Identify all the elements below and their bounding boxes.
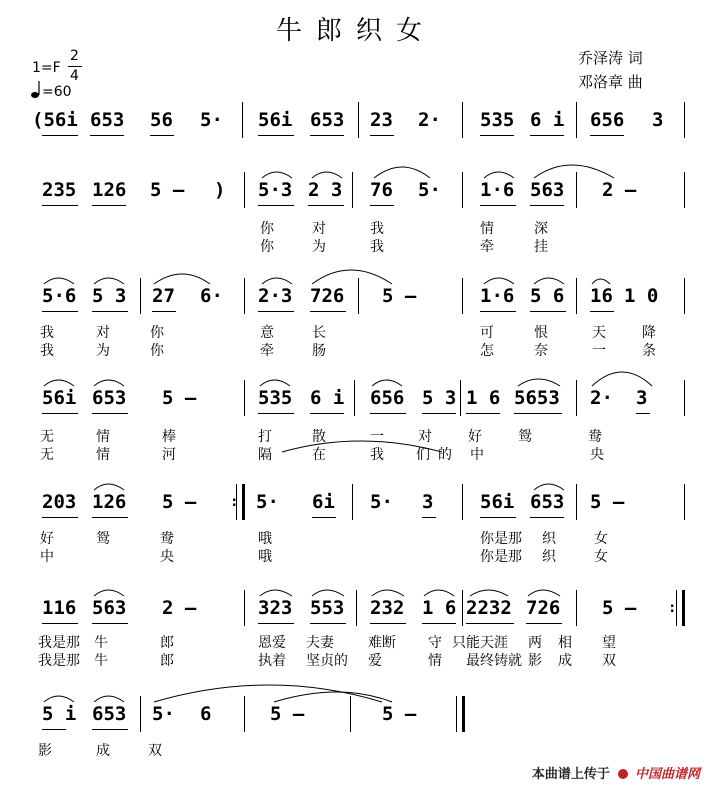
lyric: 在 [312,447,326,463]
note-group: 1 6 [466,387,501,409]
lyric: 我是那 [38,653,80,669]
note-group: 5 – [162,387,197,409]
note-group: 653 [530,491,565,513]
lyric: 双 [148,743,162,759]
lyric: 好 [40,531,54,547]
note-group: 5 – [162,491,197,513]
footer-label: 本曲谱上传于 [531,767,610,782]
note-group: 5 – [382,703,417,725]
time-signature-line [68,66,82,67]
lyric: 我是那 [38,635,80,651]
lyric: 牵 [260,343,274,359]
lyric: 央 [590,447,604,463]
lyric: 影 [38,743,52,759]
lyric: 守 [428,635,442,651]
note-group: 56i [480,491,515,513]
note-group: 126 [92,491,127,513]
lyric: 天 [592,325,606,341]
footer-brand[interactable]: 中国曲谱网 [634,767,700,782]
note-group: 2 – [162,597,197,619]
lyric: 为 [96,343,110,359]
lyric: 你是那 [480,549,522,565]
lyric: 哦 [258,531,272,547]
lyric: 织 [542,549,556,565]
note-group: 563 [92,597,127,619]
lyric: 情 [428,653,442,669]
note-group: 2· [418,109,441,131]
lyric: 你是那 [480,531,522,547]
note-group: ) [214,179,226,201]
lyric: 恨 [534,325,548,341]
note-group: 3 [636,387,648,409]
note-group: 3 [422,491,434,513]
upload-footer [532,763,700,782]
note-group: 3 [652,109,664,131]
note-group: 116 [42,597,77,619]
note-group: 323 [258,597,293,619]
note-group: 5 i [42,703,77,725]
slur-arcs [30,374,690,394]
lyric: 郎 [160,635,174,651]
lyric-line-2 [30,650,690,668]
lyric: 鸳 [96,531,110,547]
barline [576,102,577,138]
note-group: 1 0 [624,285,659,307]
lyricist-credit: 乔泽涛 词 [578,49,643,67]
note-group: 656 [590,109,625,131]
note-group: 56 [150,109,173,131]
lyric: 中 [470,447,484,463]
note-group: 5· [370,491,393,513]
lyric: 我 [370,221,384,237]
note-group: 726 [526,597,561,619]
note-group: 5 – [602,597,637,619]
lyric: 牵 [480,239,494,255]
lyric: 情 [480,221,494,237]
lyric: 你 [260,239,274,255]
lyric: 一 [370,429,384,445]
slur-arcs [30,272,690,292]
note-group: 6i [312,491,335,513]
lyric: 的 [438,447,452,463]
lyric: 我 [370,239,384,255]
barline [358,102,359,138]
lyric: 打 [258,429,272,445]
site-logo-icon [618,769,628,779]
note-group: 653 [92,703,127,725]
lyric: 难断 [368,635,396,651]
lyric: 棒 [162,429,176,445]
lyric: 恩爱 [258,635,286,651]
lyric: 为 [312,239,326,255]
note-group: 5 3 [92,285,127,307]
note-group: 5 6 [530,285,565,307]
lyric-line-2 [30,546,690,564]
note-group: 5653 [514,387,560,409]
lyric: 成 [558,653,572,669]
note-group: 76 [370,179,393,201]
lyric: 隔 [258,447,272,463]
lyric-line-2 [30,340,690,358]
song-title: 牛郎织女 [275,16,436,46]
lyric: 鸳 [518,429,532,445]
lyric: 相 [558,635,572,651]
note-group: 1 6 [422,597,457,619]
note-group: 6 i [530,109,565,131]
lyric: 我 [40,343,54,359]
lyric: 你 [150,343,164,359]
time-signature-bottom: 4 [70,68,79,84]
note-group: 563 [530,179,565,201]
lyric-line-1 [30,528,690,546]
lyric: 双 [602,653,616,669]
lyric: 奈 [534,343,548,359]
note-group: 5· [152,703,175,725]
note-group: 726 [310,285,345,307]
note-group: 235 [42,179,77,201]
lyric: 望 [602,635,616,651]
note-group: 6 [200,703,212,725]
repeat-dots: : [668,600,677,616]
note-group: 5· [256,491,279,513]
note-group: 5 – [150,179,185,201]
lyric: 最终铸就 [466,653,522,669]
barline [242,102,243,138]
note-group: 5 – [270,703,305,725]
note-group: 1·6 [480,179,515,201]
note-group: 653 [92,387,127,409]
lyric: 哦 [258,549,272,565]
lyric: 鸯 [160,531,174,547]
lyric-line-1 [30,218,690,236]
note-group: 6 i [310,387,345,409]
lyric: 们 [416,447,430,463]
lyric: 条 [642,343,656,359]
slur-arcs [30,478,690,498]
lyric: 执着 [258,653,286,669]
note-group: 203 [42,491,77,513]
note-group: 126 [92,179,127,201]
lyric: 中 [40,549,54,565]
lyric-line-1 [30,740,690,758]
lyric-line-1 [30,322,690,340]
lyric-line-2 [30,236,690,254]
lyric: 我 [40,325,54,341]
note-group: 5· [200,109,223,131]
repeat-dots: : [230,494,239,510]
note-group: 5 3 [422,387,457,409]
lyric: 郎 [160,653,174,669]
note-group: 656 [370,387,405,409]
lyric: 央 [160,549,174,565]
lyric: 挂 [534,239,548,255]
barline [684,102,685,138]
note-group: 27 [152,285,175,307]
lyric: 情 [96,429,110,445]
slur-arcs [30,584,690,604]
lyric: 对 [312,221,326,237]
note-group: 232 [370,597,405,619]
note-group: 653 [90,109,125,131]
note-group: 553 [310,597,345,619]
note-group: 5 – [382,285,417,307]
note-group: 2232 [466,597,512,619]
lyric: 一 [592,343,606,359]
note-group: (56i [32,109,78,131]
slur-arcs [30,678,690,708]
note-group: 56i [42,387,77,409]
tempo-value: =60 [42,84,72,100]
note-group: 5· [418,179,441,201]
lyric: 降 [642,325,656,341]
lyric: 你 [260,221,274,237]
lyric: 肠 [312,343,326,359]
note-group: 23 [370,109,393,131]
lyric: 深 [534,221,548,237]
note-group: 16 [590,285,613,307]
note-group: 653 [310,109,345,131]
note-group: 1·6 [480,285,515,307]
slur-arcs [30,166,690,186]
barline [462,102,463,138]
lyric: 你 [150,325,164,341]
lyric: 女 [594,549,608,565]
lyric: 只能天涯 [452,635,508,651]
composer-credit: 邓洛章 曲 [578,73,643,91]
lyric: 可 [480,325,494,341]
lyric: 无 [40,447,54,463]
lyric: 爱 [368,653,382,669]
lyric: 情 [96,447,110,463]
lyric: 对 [96,325,110,341]
time-signature-top: 2 [70,48,79,64]
lyric-line-1 [30,632,690,650]
lyric: 河 [162,447,176,463]
note-group: 56i [258,109,293,131]
lyric: 坚贞的 [306,653,348,669]
note-group: 535 [258,387,293,409]
key-signature: 1=F [32,60,61,76]
tie-arc [30,438,690,458]
note-group: 2· [590,387,613,409]
note-group: 6· [200,285,223,307]
lyric: 影 [528,653,542,669]
note-group: 5·3 [258,179,293,201]
lyric: 我 [370,447,384,463]
lyric: 长 [312,325,326,341]
lyric: 鸯 [588,429,602,445]
lyric: 散 [312,429,326,445]
lyric: 牛 [94,653,108,669]
lyric: 织 [542,531,556,547]
lyric: 两 [528,635,542,651]
note-group: 5·6 [42,285,77,307]
lyric: 女 [594,531,608,547]
lyric: 成 [96,743,110,759]
note-group: 5 – [590,491,625,513]
lyric: 无 [40,429,54,445]
note-group: 2 3 [308,179,343,201]
lyric: 夫妻 [306,635,334,651]
lyric: 好 [468,429,482,445]
note-group: 535 [480,109,515,131]
note-group: 2·3 [258,285,293,307]
quarter-note-icon [30,80,42,100]
note-group: 2 – [602,179,637,201]
lyric: 意 [260,325,274,341]
lyric: 怎 [480,343,494,359]
lyric: 牛 [94,635,108,651]
lyric: 对 [418,429,432,445]
